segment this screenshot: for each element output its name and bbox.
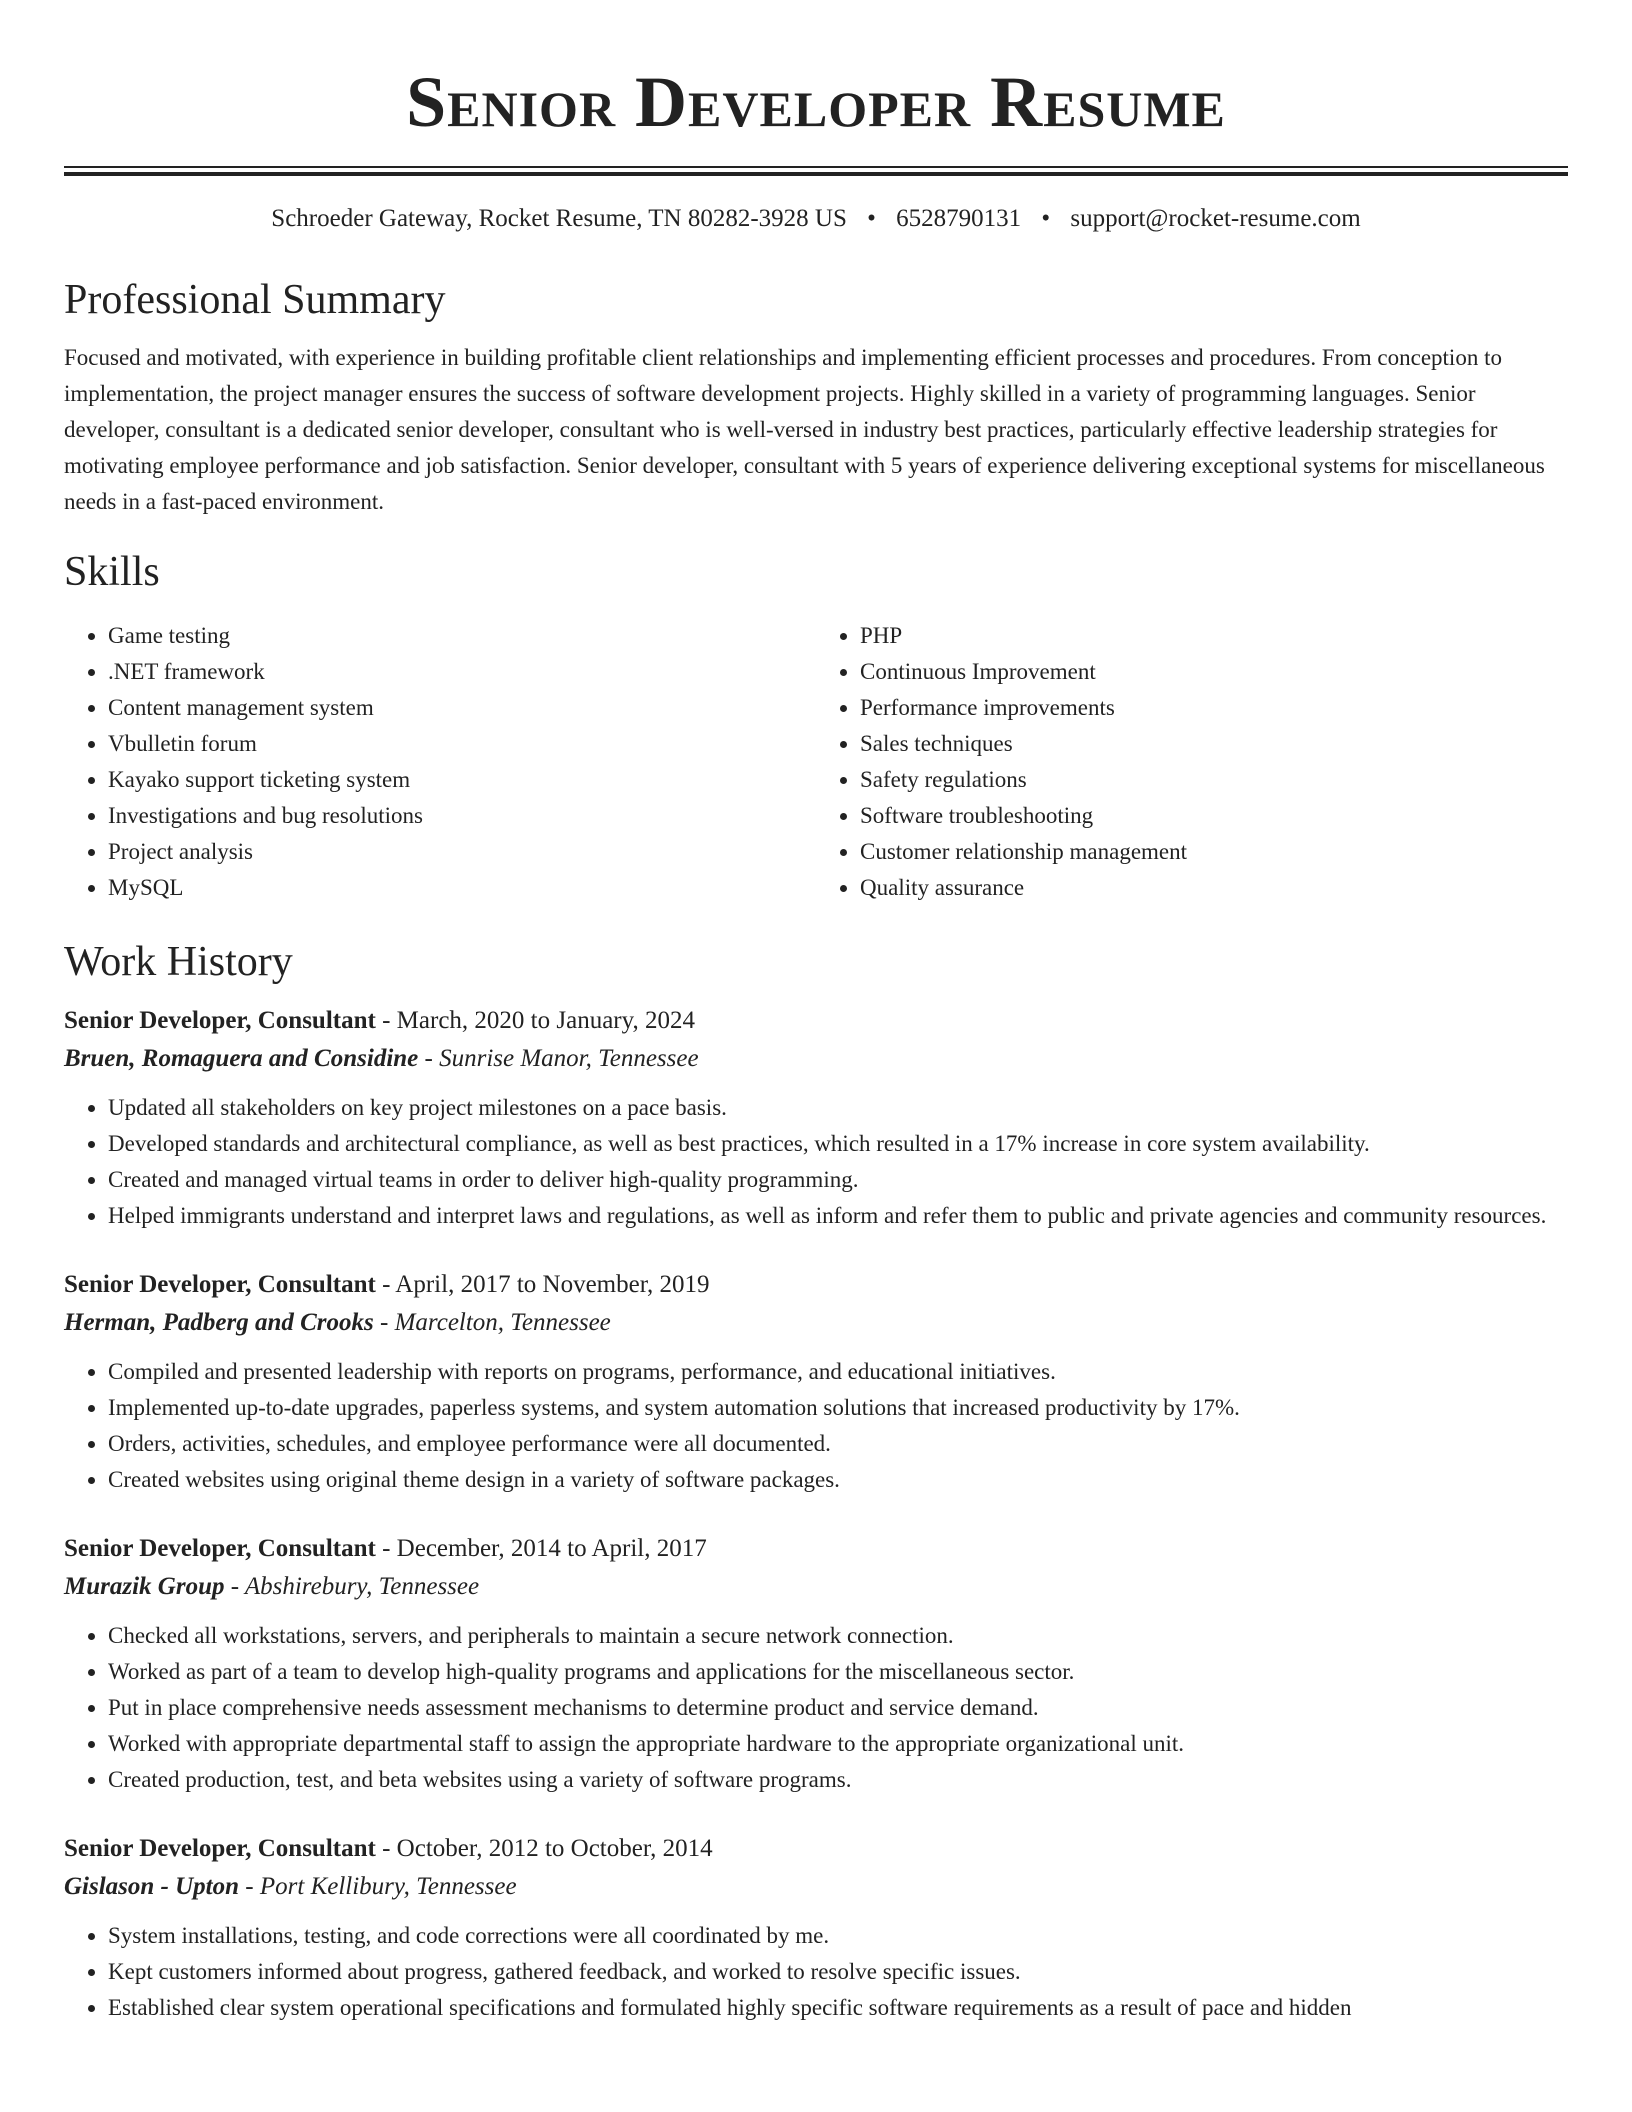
job-company-line (64, 1304, 1568, 1342)
skills-column-left (64, 618, 816, 906)
contact-line (64, 202, 1568, 236)
skill-item: • Project analysis (108, 834, 816, 870)
job-bullet: • Updated all stakeholders on key project milestones on a pace basis. (108, 1090, 1568, 1126)
contact-separator: • (1041, 205, 1051, 232)
job-role: Senior Developer, Consultant (64, 1271, 376, 1298)
job-bullet: • Established clear system operational specifications and formulated highly specific software requirements as a result of pace and hidden (108, 1990, 1568, 2026)
title-divider (64, 166, 1568, 176)
job-bullet: • Helped immigrants understand and interpret laws and regulations, as well as inform and refer them to public and private agencies and community resources. (108, 1198, 1568, 1234)
work-history-heading: Work History (64, 939, 293, 985)
job-dash: - (375, 1007, 397, 1034)
job-bullet: • System installations, testing, and code corrections were all coordinated by me. (108, 1918, 1568, 1954)
job-entry (64, 1266, 1568, 1498)
skill-item: • Customer relationship management (860, 834, 1568, 870)
job-dash: - (375, 1835, 397, 1862)
skill-item: • MySQL (108, 870, 816, 906)
skill-item: • Game testing (108, 618, 816, 654)
job-role: Senior Developer, Consultant (64, 1535, 376, 1562)
skill-item: • Continuous Improvement (860, 654, 1568, 690)
job-bullet: • Worked with appropriate departmental staff to assign the appropriate hardware to the appropriate organizational unit. (108, 1726, 1568, 1762)
contact-email: support@rocket-resume.com (1070, 205, 1361, 232)
job-bullet: • Checked all workstations, servers, and peripherals to maintain a secure network connection. (108, 1618, 1568, 1654)
job-location: Sunrise Manor, Tennessee (439, 1045, 699, 1072)
job-bullet: • Created and managed virtual teams in order to deliver high-quality programming. (108, 1162, 1568, 1198)
skill-item: • .NET framework (108, 654, 816, 690)
skill-item: • Software troubleshooting (860, 798, 1568, 834)
job-bullet: • Put in place comprehensive needs assessment mechanisms to determine product and service demand. (108, 1690, 1568, 1726)
job-dash: - (375, 1271, 396, 1298)
job-company: Murazik Group (64, 1573, 225, 1600)
job-dash: - (373, 1309, 395, 1336)
job-location: Abshirebury, Tennessee (244, 1573, 480, 1600)
skill-item: • Content management system (108, 690, 816, 726)
summary-heading: Professional Summary (64, 277, 446, 323)
skill-item: • Safety regulations (860, 762, 1568, 798)
job-dash: - (375, 1535, 397, 1562)
job-role: Senior Developer, Consultant (64, 1835, 376, 1862)
job-title-line (64, 1830, 1568, 1868)
contact-phone: 6528790131 (896, 205, 1022, 232)
job-title-line (64, 1002, 1568, 1040)
job-bullet: • Developed standards and architectural compliance, as well as best practices, which resulted in a 17% increase in core system availability. (108, 1126, 1568, 1162)
job-bullet: • Orders, activities, schedules, and employee performance were all documented. (108, 1426, 1568, 1462)
skill-item: • Performance improvements (860, 690, 1568, 726)
job-company: Gislason - Upton (64, 1873, 240, 1900)
job-company-line (64, 1040, 1568, 1078)
job-bullet: • Created websites using original theme design in a variety of software packages. (108, 1462, 1568, 1498)
job-bullet: • Kept customers informed about progress, gathered feedback, and worked to resolve specific issues. (108, 1954, 1568, 1990)
job-dates: December, 2014 to April, 2017 (396, 1535, 707, 1562)
job-location: Port Kellibury, Tennessee (259, 1873, 517, 1900)
job-dash: - (239, 1873, 260, 1900)
job-company: Bruen, Romaguera and Considine (64, 1045, 419, 1072)
page-title: Senior Developer Resume (406, 62, 1226, 142)
job-bullet: • Compiled and presented leadership with reports on programs, performance, and educational initiatives. (108, 1354, 1568, 1390)
skill-item: • Investigations and bug resolutions (108, 798, 816, 834)
job-entry (64, 1530, 1568, 1798)
job-entry (64, 1830, 1568, 2026)
skills-heading: Skills (64, 549, 160, 595)
job-bullets (64, 1618, 1568, 1798)
job-dash: - (418, 1045, 440, 1072)
job-dates: October, 2012 to October, 2014 (396, 1835, 713, 1862)
job-bullet: • Implemented up-to-date upgrades, paperless systems, and system automation solutions that increased productivity by 17%. (108, 1390, 1568, 1426)
skills-column-right (816, 618, 1568, 906)
contact-address: Schroeder Gateway, Rocket Resume, TN 80282-3928 US (271, 205, 847, 232)
job-bullet: • Created production, test, and beta websites using a variety of software programs. (108, 1762, 1568, 1798)
skill-item: • PHP (860, 618, 1568, 654)
job-location: Marcelton, Tennessee (394, 1309, 611, 1336)
job-dash: - (224, 1573, 245, 1600)
job-title-line (64, 1266, 1568, 1304)
summary-text: Focused and motivated, with experience in building profitable client relationships and implementing efficient processes and procedures. From conception to implementation, the project manager ensures the success of software development projects. Highly skilled in a variety of programming languages. Senior developer, consultant is a dedicated senior developer, consultant who is well-versed in industry best practices, particularly effective leadership strategies for motivating employee performance and job satisfaction. Senior developer, consultant with 5 years of experience delivering exceptional systems for miscellaneous needs in a fast-paced environment. (64, 345, 1545, 514)
job-company: Herman, Padberg and Crooks (64, 1309, 374, 1336)
job-dates: March, 2020 to January, 2024 (396, 1007, 695, 1034)
job-entry (64, 1002, 1568, 1234)
contact-separator: • (867, 205, 876, 232)
job-bullets (64, 1354, 1568, 1498)
job-dates: April, 2017 to November, 2019 (395, 1271, 710, 1298)
job-role: Senior Developer, Consultant (64, 1007, 376, 1034)
job-bullets (64, 1090, 1568, 1234)
job-title-line (64, 1530, 1568, 1568)
job-company-line (64, 1868, 1568, 1906)
skill-item: • Vbulletin forum (108, 726, 816, 762)
skill-item: • Sales techniques (860, 726, 1568, 762)
job-bullet: • Worked as part of a team to develop high-quality programs and applications for the miscellaneous sector. (108, 1654, 1568, 1690)
job-company-line (64, 1568, 1568, 1606)
skill-item: • Quality assurance (860, 870, 1568, 906)
skills-list (64, 618, 1568, 906)
skill-item: • Kayako support ticketing system (108, 762, 816, 798)
job-bullets (64, 1918, 1568, 2026)
